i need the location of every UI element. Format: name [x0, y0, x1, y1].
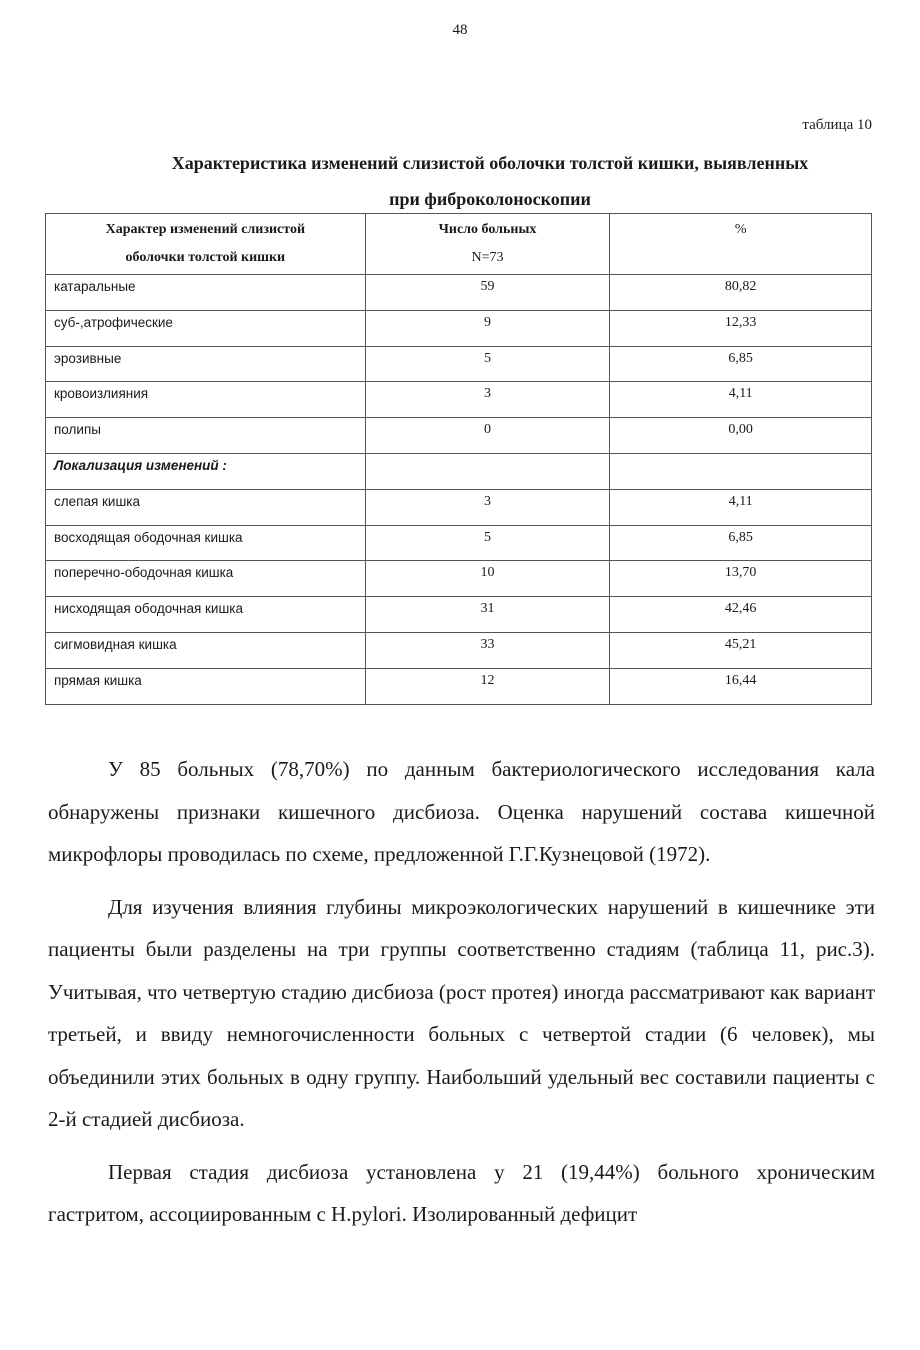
header-patient-count [365, 214, 610, 275]
header-character [46, 214, 366, 275]
change-type-cell: эрозивные [46, 346, 366, 382]
header-percent-label: % [734, 222, 747, 237]
table-row [46, 275, 872, 311]
change-type-cell: нисходящая ободочная кишка [46, 597, 366, 633]
paragraph-3: Первая стадия дисбиоза установлена у 21 (19,44%) больного хроническим гастритом, ассоциированным с H.pylori. Изолированный дефицит [48, 1159, 875, 1226]
table-row [46, 668, 872, 704]
header-patient-count-line-2: N=73 [471, 250, 504, 265]
table-row [46, 489, 872, 525]
change-type-cell: суб-,атрофические [46, 310, 366, 346]
patient-count-cell: 10 [365, 561, 610, 597]
percent-cell: 6,85 [610, 346, 872, 382]
patient-count-cell: 5 [365, 346, 610, 382]
paragraph-1: У 85 больных (78,70%) по данным бактериологического исследования кала обнаружены признаки кишечного дисбиоза. Оценка нарушений состава кишечной микрофлоры проводилась по схеме, предложенной Г.Г.Кузнецовой (1972). [48, 757, 875, 866]
table-row [46, 632, 872, 668]
table-title-line-1: Характеристика изменений слизистой оболочки толстой кишки, выявленных [171, 153, 809, 173]
paragraph-2: Для изучения влияния глубины микроэкологических нарушений в кишечнике эти пациенты были разделены на три группы соответственно стадиям (таблица 11, рис.3). Учитывая, что четвертую стадию дисбиоза (рост протея) иногда рассматривают как вариант третьей, и ввиду немногочисленности больных с четвертой стадии (6 человек), мы объединили этих больных в одну группу. Наибольший удельный вес составили пациенты с 2-й стадией дисбиоза. [48, 894, 875, 1131]
table-row [46, 310, 872, 346]
patient-count-cell: 0 [365, 418, 610, 454]
percent-cell: 45,21 [610, 632, 872, 668]
header-character-line-1: Характер изменений слизистой [105, 222, 306, 237]
table-row [46, 346, 872, 382]
table-row [46, 418, 872, 454]
percent-cell: 6,85 [610, 525, 872, 561]
change-type-cell: полипы [46, 418, 366, 454]
change-type-cell: катаральные [46, 275, 366, 311]
percent-cell: 4,11 [610, 489, 872, 525]
table-body [46, 275, 872, 705]
patient-count-cell: 5 [365, 525, 610, 561]
change-type-cell: слепая кишка [46, 489, 366, 525]
table-row [46, 597, 872, 633]
mucosa-changes-table [45, 213, 872, 705]
table-title-line-2: при фиброколоноскопии [389, 189, 591, 209]
patient-count-cell: 3 [365, 382, 610, 418]
table-label: таблица 10 [802, 117, 872, 133]
percent-cell: 4,11 [610, 382, 872, 418]
patient-count-cell: 31 [365, 597, 610, 633]
change-type-cell: сигмовидная кишка [46, 632, 366, 668]
patient-count-cell: 12 [365, 668, 610, 704]
change-type-cell: прямая кишка [46, 668, 366, 704]
patient-count-cell: 33 [365, 632, 610, 668]
percent-cell: 0,00 [610, 418, 872, 454]
patient-count-cell: 9 [365, 310, 610, 346]
body-text [48, 748, 875, 1246]
percent-cell: 42,46 [610, 597, 872, 633]
patient-count-cell: 59 [365, 275, 610, 311]
table-row [46, 453, 872, 489]
percent-cell: 80,82 [610, 275, 872, 311]
table-row [46, 382, 872, 418]
page-number: 48 [452, 22, 468, 38]
section-heading-cell: Локализация изменений : [46, 453, 366, 489]
table-title [60, 145, 920, 217]
percent-cell: 13,70 [610, 561, 872, 597]
header-character-line-2: оболочки толстой кишки [125, 250, 286, 265]
percent-cell: 16,44 [610, 668, 872, 704]
percent-cell: 12,33 [610, 310, 872, 346]
change-type-cell: поперечно-ободочная кишка [46, 561, 366, 597]
table-header-row [46, 214, 872, 275]
header-patient-count-line-1: Число больных [438, 222, 537, 237]
percent-cell [610, 453, 872, 489]
table-row [46, 525, 872, 561]
patient-count-cell [365, 453, 610, 489]
table-row [46, 561, 872, 597]
change-type-cell: кровоизлияния [46, 382, 366, 418]
header-percent [610, 214, 872, 275]
change-type-cell: восходящая ободочная кишка [46, 525, 366, 561]
patient-count-cell: 3 [365, 489, 610, 525]
